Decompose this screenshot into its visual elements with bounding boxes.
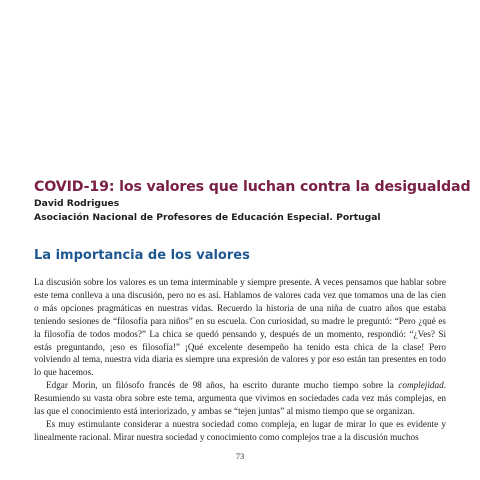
paragraph-1: La discusión sobre los valores es un tema interminable y siempre presente. A veces pensamos que hablar sobre este tema conlleva a una discusión, pero no es así. Hablamos de valores cada vez que tomamos una de las cien o más opciones pragmáticas en nuestras vidas. Recuerdo la historia de una niña de cuatro años que estaba teniendo sesiones de “filosofía para niños” en su escuela. Con curiosidad, su madre le preguntó: “Pero ¿qué es la filosofía de todos modos?” La chica se quedó pensando y, después de un momento, respondió: “¿Ves? Si estás preguntando, ¡eso es filosofía!” ¡Qué excelente desempeño ha tenido esta chica de la clase! Pero volviendo al tema, nuestra vida diaria es siempre una expresión de valores y por eso están tan presentes en todo lo que hacemos. [34,277,446,378]
page-number: 73 [235,451,245,461]
author-affiliation: Asociación Nacional de Profesores de Educación Especial. Portugal [34,212,381,223]
section-body [34,276,446,444]
paragraph-2 [34,379,446,418]
article-author: David Rodrigues [34,198,120,209]
paragraph-2-text-after: . Resumiendo su vasta obra sobre este tema, argumenta que vivimos en sociedades cada vez más complejas, en las que el conocimiento está interiorizado, y ambas se “tejen juntas” al mismo tiempo que se organizan. [34,380,446,417]
paragraph-3: Es muy estimulante considerar a nuestra sociedad como compleja, en lugar de mirar lo que es evidente y linealmente racional. Mirar nuestra sociedad y conocimiento como complejos trae a la discusión muchos [34,418,446,442]
paragraph-2-text-before: Edgar Morin, un filósofo francés de 98 años, ha escrito durante mucho tiempo sobre la [46,380,399,391]
emphasis-complejidad: complejidad [398,380,444,391]
section-heading: La importancia de los valores [34,248,250,263]
article-title: COVID-19: los valores que luchan contra la desigualdad [34,179,471,195]
